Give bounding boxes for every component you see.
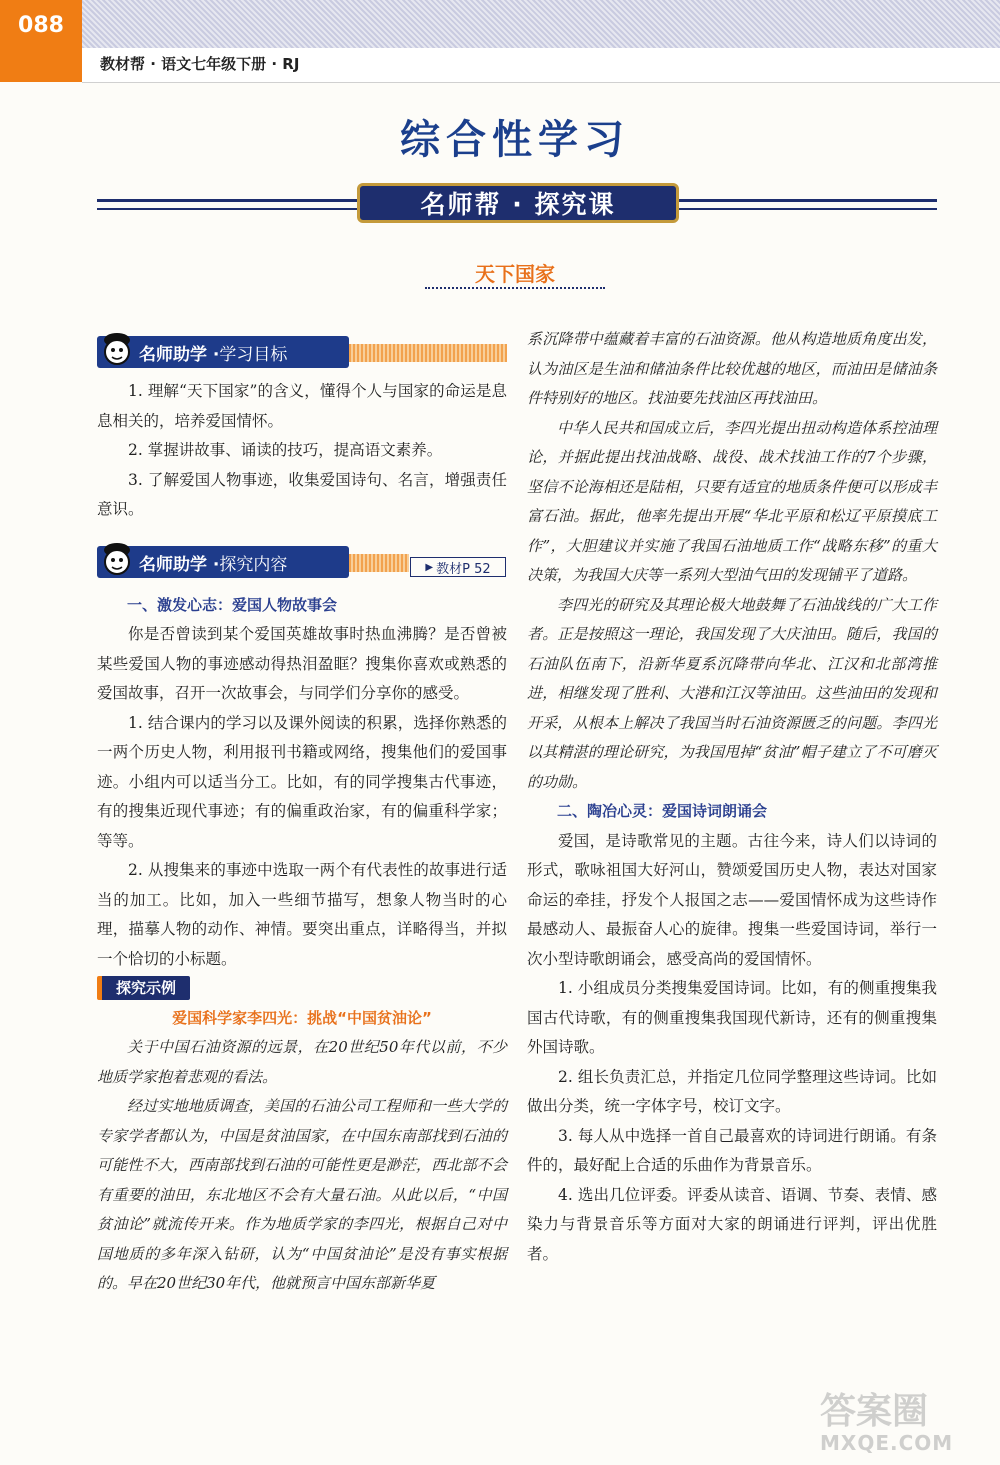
- section-header-goals-bold: 名师助学 ·: [139, 344, 220, 365]
- section-stripe: [349, 344, 507, 362]
- subtitle-underline: [425, 287, 605, 289]
- banner-rule-right: [677, 199, 937, 210]
- section-header-content-bold: 名师助学 ·: [139, 554, 220, 575]
- watermark-bottom: MXQE.COM: [820, 1431, 954, 1455]
- story-paragraph: 李四光的研究及其理论极大地鼓舞了石油战线的广大工作者。正是按照这一理论，我国发现了大庆油田。随后，我国的石油队伍南下，沿新华夏系沉降带向华北、江汉和北部湾推进，相继发现了胜利、大港和江汉等油田。这些油田的发现和开采，从根本上解决了我国当时石油资源匮乏的问题。李四光以其精湛的理论研究，为我国甩掉“贫油”帽子建立了不可磨灭的功勋。: [527, 595, 937, 791]
- page-number: 088: [0, 0, 82, 82]
- section-header-content-light: 探究内容: [219, 554, 288, 575]
- header-band: [0, 0, 1000, 50]
- part2-step: 1. 小组成员分类搜集爱国诗词。比如，有的侧重搜集我国古代诗歌，有的侧重搜集我国现代新诗，还有的侧重搜集外国诗歌。: [527, 979, 937, 1056]
- example-label-row: [97, 974, 507, 1004]
- part1-step: 2. 从搜集来的事迹中选取一两个有代表性的故事进行适当的加工。比如，加入一些细节描写，想象人物当时的心理，描摹人物的动作、神情。要突出重点，详略得当，并拟一个恰切的小标题。: [97, 861, 507, 968]
- story-paragraph: 关于中国石油资源的远景，在20世纪50年代以前，不少地质学家抱着悲观的看法。: [97, 1038, 507, 1086]
- part2-step: 4. 选出几位评委。评委从读音、语调、节奏、表情、感染力与背景音乐等方面对大家的朗诵进行评判，评出优胜者。: [527, 1185, 937, 1263]
- page-title: 综合性学习: [400, 117, 630, 163]
- section-header-goals: [97, 336, 507, 368]
- mascot-icon: [101, 332, 133, 368]
- goal-item: 2. 掌握讲故事、诵读的技巧，提高语文素养。: [128, 441, 443, 459]
- story-paragraph: 系沉降带中蕴藏着丰富的石油资源。他从构造地质角度出发，认为油区是生油和储油条件比较优越的地区，而油田是储油条件特别好的地区。找油要先找油区再找油田。: [527, 330, 937, 407]
- section-header-goals-box: [97, 336, 349, 368]
- triangle-right-icon: ▶: [425, 561, 434, 573]
- part1-intro: 你是否曾读到某个爱国英雄故事时热血沸腾？是否曾被某些爱国人物的事迹感动得热泪盈眶？搜集你喜欢或熟悉的爱国故事，召开一次故事会，与同学们分享你的感受。: [97, 625, 507, 702]
- textbook-page-label: 教材P 52: [436, 561, 491, 577]
- watermark-top: 答案圈: [820, 1391, 929, 1432]
- part2-intro: 爱国，是诗歌常见的主题。古往今来，诗人们以诗词的形式，歌咏祖国大好河山，赞颂爱国历史人物，表达对国家命运的牵挂，抒发个人报国之志——爱国情怀成为这些诗作最感动人、最振奋人心的旋律。搜集一些爱国诗词，举行一次小型诗歌朗诵会，感受高尚的爱国情怀。: [527, 831, 937, 968]
- example-label: 探究示例: [97, 976, 190, 1000]
- part1-heading: 一、激发心志：爱国人物故事会: [127, 595, 338, 614]
- goal-item: 3. 了解爱国人物事迹，收集爱国诗句、名言，增强责任意识。: [97, 470, 507, 518]
- topic-subtitle: 天下国家: [475, 262, 555, 286]
- banner-rule-left: [97, 199, 362, 210]
- example-title: 爱国科学家李四光：挑战“中国贫油论”: [172, 1008, 432, 1027]
- right-column: [527, 325, 937, 1269]
- story-paragraph: 中华人民共和国成立后，李四光提出扭动构造体系控油理论，并据此提出找油战略、战役、战术找油工作的7个步骤，坚信不论海相还是陆相，只要有适宜的地质条件便可以形成丰富石油。据此，他率先提出开展“华北平原和松辽平原摸底工作”，大胆建议并实施了我国石油地质工作“战略东移”的重大决策，为我国大庆等一系列大型油气田的发现铺平了道路。: [527, 418, 937, 584]
- part2-step: 3. 每人从中选择一首自己最喜欢的诗词进行朗诵。有条件的，最好配上合适的乐曲作为背景音乐。: [527, 1126, 937, 1174]
- story-paragraph: 经过实地地质调查，美国的石油公司工程师和一些大学的专家学者都认为，中国是贫油国家，在中国东南部找到石油的可能性不大，西南部找到石油的可能性更是渺茫，西北部不会有重要的油田，东北地区不会有大量石油。从此以后，“中国贫油论”就流传开来。作为地质学家的李四光，根据自己对中国地质的多年深入钻研，认为“中国贫油论”是没有事实根据的。早在20世纪30年代，他就预言中国东部新华夏: [97, 1097, 507, 1292]
- watermark: [820, 1392, 995, 1457]
- book-title: 教材帮 · 语文七年级下册 · RJ: [100, 55, 300, 73]
- section-header-goals-light: 学习目标: [219, 344, 288, 365]
- part2-heading: 二、陶冶心灵：爱国诗词朗诵会: [557, 802, 768, 820]
- section-banner: 名师帮 · 探究课: [357, 183, 679, 223]
- goal-item: 1. 理解“天下国家”的含义，懂得个人与国家的命运是息息相关的，培养爱国情怀。: [97, 382, 507, 430]
- part2-step: 2. 组长负责汇总，并指定几位同学整理这些诗词。比如做出分类，统一字体字号，校订文字。: [527, 1067, 937, 1115]
- spacer: [97, 525, 507, 591]
- part1-step: 1. 结合课内的学习以及课外阅读的积累，选择你熟悉的一两个历史人物，利用报刊书籍或网络，搜集他们的爱国事迹。小组内可以适当分工。比如，有的同学搜集古代事迹，有的搜集近现代事迹；有的偏重政治家，有的偏重科学家；等等。: [97, 713, 507, 850]
- left-column: [97, 377, 507, 1299]
